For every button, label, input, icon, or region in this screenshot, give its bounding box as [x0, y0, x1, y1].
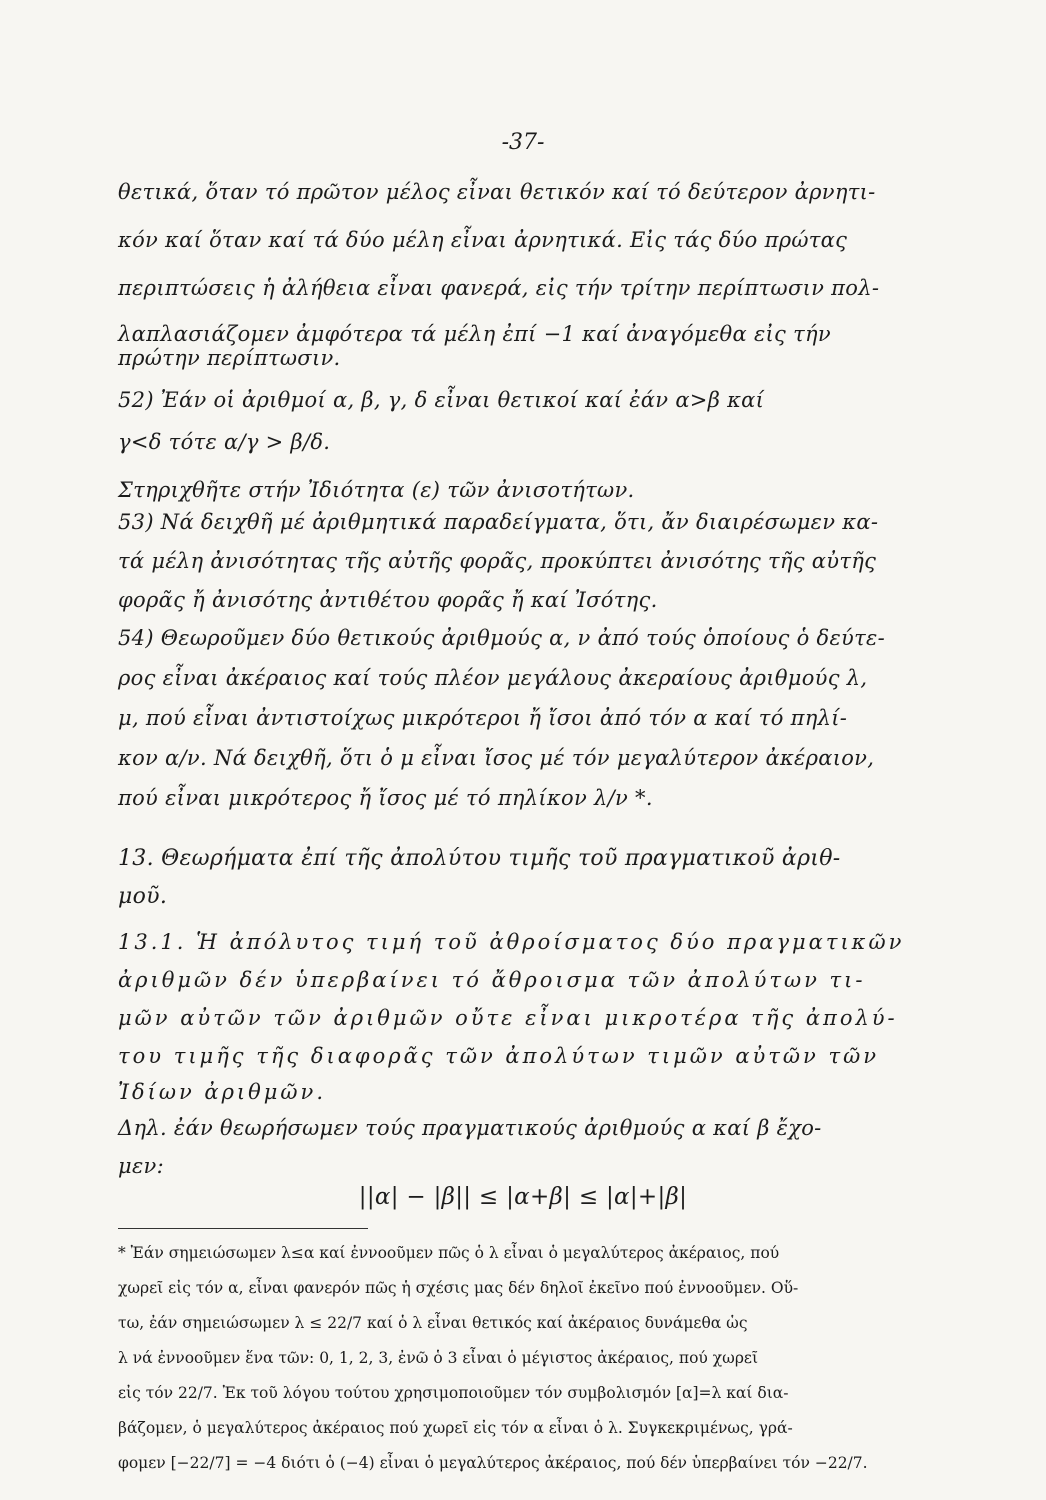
text-line: περιπτώσεις ἡ ἀλήθεια εἶναι φανερά, εἰς τήν τρίτην περίπτωσιν πολ-	[118, 276, 880, 300]
footnote-line: χωρεῖ εἰς τόν α, εἶναι φανερόν πῶς ἡ σχέσις μας δέν δηλοῖ ἐκεῖνο πού ἐννοοῦμεν. Οὕ-	[118, 1279, 799, 1297]
text-line: κόν καί ὅταν καί τά δύο μέλη εἶναι ἀρνητικά. Εἰς τάς δύο πρώτας	[118, 228, 848, 252]
footnote-line: λ νά ἐννοοῦμεν ἕνα τῶν: 0, 1, 2, 3, ἐνῶ ὁ 3 εἶναι ὁ μέγιστος ἀκέραιος, πού χωρεῖ	[118, 1349, 759, 1367]
section-title-cont: μοῦ.	[118, 884, 168, 909]
text-line: πρώτην περίπτωσιν.	[118, 346, 341, 370]
footnote-divider	[118, 1228, 368, 1229]
text-line: θετικά, ὅταν τό πρῶτον μέλος εἶναι θετικόν καί τό δεύτερον ἀρνητι-	[118, 180, 876, 204]
text-line: λαπλασιάζομεν ἀμφότερα τά μέλη ἐπί −1 καί ἀναγόμεθα εἰς τήν	[118, 322, 831, 346]
text-line: κον α/ν. Νά δειχθῆ, ὅτι ὁ μ εἶναι ἴσος μέ τόν μεγαλύτερον ἀκέραιον,	[118, 746, 875, 770]
hint-line: Στηριχθῆτε στήν Ἰδιότητα (ε) τῶν ἀνισοτήτων.	[118, 478, 635, 502]
theorem-line: ἀριθμῶν δέν ὑπερβαίνει τό ἄθροισμα τῶν ἀπολύτων τι-	[118, 968, 866, 992]
formula: ||α| − |β|| ≤ |α+β| ≤ |α|+|β|	[358, 1184, 688, 1210]
problem-53: 53) Νά δειχθῆ μέ ἀριθμητικά παραδείγματα, ὅτι, ἄν διαιρέσωμεν κα-	[118, 510, 879, 534]
page-number: -37-	[501, 130, 545, 155]
section-title: 13. Θεωρήματα ἐπί τῆς ἀπολύτου τιμῆς τοῦ πραγματικοῦ ἀριθ-	[118, 846, 841, 871]
text-line: ρος εἶναι ἀκέραιος καί τούς πλέον μεγάλους ἀκεραίους ἀριθμούς λ,	[118, 666, 868, 690]
problem-52: 52) Ἐάν οἱ ἀριθμοί α, β, γ, δ εἶναι θετικοί καί ἐάν α>β καί	[118, 388, 765, 412]
theorem-line: του τιμῆς τῆς διαφορᾶς τῶν ἀπολύτων τιμῶν αὐτῶν τῶν	[118, 1044, 879, 1068]
text-line: μ, πού εἶναι ἀντιστοίχως μικρότεροι ἤ ἴσοι ἀπό τόν α καί τό πηλί-	[118, 706, 848, 730]
problem-54: 54) Θεωροῦμεν δύο θετικούς ἀριθμούς α, ν ἀπό τούς ὁποίους ὁ δεύτε-	[118, 626, 886, 650]
footnote-line: φομεν [−22/7] = −4 διότι ὁ (−4) εἶναι ὁ μεγαλύτερος ἀκέραιος, πού δέν ὑπερβαίνει τόν −22/7.	[118, 1454, 868, 1472]
text-line: πού εἶναι μικρότερος ἤ ἴσος μέ τό πηλίκον λ/ν *.	[118, 786, 653, 810]
proof-line: Δηλ. ἐάν θεωρήσωμεν τούς πραγματικούς ἀριθμούς α καί β ἔχο-	[118, 1116, 822, 1140]
footnote-line: * Ἐάν σημειώσωμεν λ≤α καί ἐννοοῦμεν πῶς ὁ λ εἶναι ὁ μεγαλύτερος ἀκέραιος, πού	[118, 1244, 780, 1262]
text-line: φορᾶς ἤ ἀνισότης ἀντιθέτου φορᾶς ἤ καί Ἰσότης.	[118, 588, 658, 612]
footnote-line: βάζομεν, ὁ μεγαλύτερος ἀκέραιος πού χωρεῖ εἰς τόν α εἶναι ὁ λ. Συγκεκριμένως, γρά-	[118, 1419, 793, 1437]
footnote-line: εἰς τόν 22/7. Ἐκ τοῦ λόγου τούτου χρησιμοποιοῦμεν τόν συμβολισμόν [α]=λ καί δια-	[118, 1384, 789, 1402]
theorem-line: 13.1. Ἡ ἀπόλυτος τιμή τοῦ ἀθροίσματος δύο πραγματικῶν	[118, 930, 905, 954]
text-line: γ<δ τότε α/γ > β/δ.	[118, 430, 331, 454]
text-line: τά μέλη ἀνισότητας τῆς αὐτῆς φορᾶς, προκύπτει ἀνισότης τῆς αὐτῆς	[118, 549, 877, 573]
theorem-line: Ἰδίων ἀριθμῶν.	[118, 1080, 327, 1104]
theorem-line: μῶν αὐτῶν τῶν ἀριθμῶν οὔτε εἶναι μικροτέρα τῆς ἀπολύ-	[118, 1006, 898, 1030]
footnote-line: τω, ἐάν σημειώσωμεν λ ≤ 22/7 καί ὁ λ εἶναι θετικός καί ἀκέραιος δυνάμεθα ὡς	[118, 1314, 748, 1332]
proof-line: μεν:	[118, 1154, 164, 1178]
